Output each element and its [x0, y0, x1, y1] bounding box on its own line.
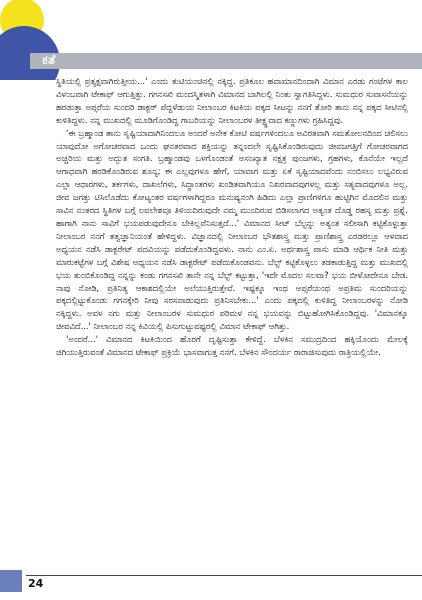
paragraph-1: ಸ್ಥಿತಿಯಲ್ಲಿ ಪ್ರತ್ಯಕ್ಷವಾಗಿರುತ್ತೀಯ...' ಎಂದು ತುಟಿಯಂಚಿನಲ್ಲಿ ನಕ್ಕಿದ್ದ. ಪ್ರತಿಕೂಲ ಹವಾಮಾನದಿಂದಾಗಿ ವಿಮಾನ ಎರಡು ಗಂಟೆಗಳ ಕಾಲ ವಿಳಂಬವಾಗಿ ಟೇಕಾಫ್ ಆಗುತ್ತಿತ್ತು. ಗಗನಸಖಿ ಮಂದಸ್ಮಿತಳಾಗಿ ವಿಮಾನದ ಬಾಗಿಲಲ್ಲಿ ನಿಂತು ಸ್ವಾಗತಿಸಿದ್ದಳು. ಸುಮಧುರ ಸುವಾಸನೆಯನ್ನು ಹರಡುತ್ತಾ ಅಪ್ಸರೆಯ ಸುಂದರಿ ಡಾಕ್ಟರ್ ಪೆದ್ದಳೆಡುಯ ನೀಲಾಂಬರ ಕಿಟಕಿಯ ಪಕ್ಕದ ಸೀಟನ್ನು ನನಗೆ ತೋರಿ ತಾನು ನನ್ನ ಪಕ್ಕದ ಸೀಟಿನಲ್ಲಿ ಕುಳಿತಿದ್ದಳು. ನನ್ನ ಮುಖದಲ್ಲಿ ಮೂಡಿಗೊಂಡಿದ್ದ ಗಾಬರಿಯನ್ನು ನೀಲಾಂಬರಳ ತೀಕ್ಷ್ಣವಾದ ಕಣ್ಣುಗಳು ಗ್ರಹಿಸಿದ್ದವು. [56, 76, 408, 125]
article-body [56, 75, 408, 359]
page-number: 24 [28, 577, 44, 590]
header-bar [30, 53, 422, 69]
footer-bar [0, 570, 422, 592]
paragraph-2: 'ಈ ಬ್ರಹ್ಮಾಂಡ ತಾನು ಸೃಷ್ಟಿಯಾದಾಗಿನಿಂದಲೂ ಅಂದರೆ ಅನೇಕ ಕೋಟಿ ವರ್ಷಗಳಿಂದಲೂ ಅವಿರತವಾಗಿ ಸಮತೋಲನದಿಂದ ಚಲಿಸಲು ಯಾವುದೋ ಅಗೋಚರವಾದ ಒಂದು ಘನತರವಾದ ಶಕ್ತಿಯನ್ನು ತನ್ನಂದಲೇ ಸೃಷ್ಟಿಸಿಕೊಂಡಿರುವುದು ಜೀವಜಗತ್ತಿಗೆ ಗೋಚರವಾಗದ ಅಚ್ಚರಿಯ ಮತ್ತು ಅದ್ಭುತ ಸಂಗತಿ. ಬ್ರಹ್ಮಾಂಡವು ಒಳಗೊಂಡಂತೆ ಅಸಂಖ್ಯಾತ ನಕ್ಷತ್ರ ಪುಂಜಗಳು, ಗ್ರಹಗಳು, ಕೊನೆಯೇ ಇಲ್ಲದೆ ಆಗಾಧವಾಗಿ ಹರಡಿಕೊಂಡಿರುವ ಶೂನ್ಯ; ಈ ಎಲ್ಲವುಗಳೂ ಹೇಗೆ, ಯಾವಾಗ ಮತ್ತು ಏಕೆ ಸೃಷ್ಟಿಯಾದವೆಂದು ನಂಬಿಸಲು ಲಭ್ಯವಿರುವ ಎಲ್ಲಾ ಆಧಾರಗಳು, ತರ್ಕಗಳು, ದಾಖಲೆಗಳು, ಸಿದ್ಧಾಂತಗಳು ಖಂಡಿತವಾಗಿಯೂ ನಿಖರವಾದವುಗಳಲ್ಲ ಮತ್ತು ಸತ್ಯವಾದವುಗಳೂ ಅಲ್ಲ. ಜೀವ ಜಗತ್ತು ಟಿಸಿಲೊಡೆದು ಕೋಟ್ಯಂತರ ವರ್ಷಗಳಾಗಿದ್ದರೂ ಮನುಷ್ಯನಂಗಿ ಹಿಡಿದು ಎಲ್ಲಾ ಪ್ರಾಣಿಗಳಿಗೂ ಹುಟ್ಟಿಗಿನ ಮೊದಲಿನ ಮತ್ತು ಸಾವಿನ ನಂತರದ ಸ್ಥಿತಿಗಳ ಬಗ್ಗೆ ಲವಲೇಶವೂ ತಿಳಿಯದಿರುವುದೇ ನಮ್ಮ ಮುಂದಿರುವ ಬಿಡಿಸಲಾಗದ ಅತ್ಯಂತ ದೊಡ್ಡ ರಹಸ್ಯ ಮತ್ತು ಪ್ರಶ್ನೆ. ಹಾಗಾಗಿ ನಾನು ಸಾವಿಗೆ ಭಯಪಡುವುದೇನೂ ಬೇಕಿಲ್ಲವೆನಿಸುತ್ತದೆ...' ವಿಮಾನದ ಸೀಟ್ ಬೆಲ್ಟನ್ನು ಅತ್ಯಂತ ಸಲೀಸಾಗಿ ಕಟ್ಟಿಕೊಳ್ಳುತ್ತಾ ನೀಲಾಂಬರ ನನಗೆ ತತ್ವಜ್ಞಾನಿಯಂತೆ ಹೇಳಿದ್ದಳು. ವಿಜ್ಞಾನದಲ್ಲಿ ನೀಲಾಂಬರ ಭೌತಶಾಸ್ತ್ರ ಮತ್ತು ಪ್ರಾಣಿಶಾಸ್ತ್ರ ಎರಡರಲ್ಲೂ ಆಳವಾದ ಅಧ್ಯಯನ ನಡೆಸಿ ಡಾಕ್ಟರೇಟ್ ಪದವಿಯನ್ನು ಪಡೆದುಕೊಂಡಿದ್ದವಳು. ನಾನು ಎಂ.ಏ. ಅರ್ಥಶಾಸ್ತ್ರ ಪಾಸು ಮಾಡಿ ಆರ್ಥಿಕ ನೀತಿ ಮತ್ತು ಮಾರುಕಟ್ಟೆಗಳ ಬಗ್ಗೆ ವಿಶೇಷ ಅಧ್ಯಯನ ನಡೆಸಿ ಡಾಕ್ಟರೇಟ್ ಪಡೆದುಕೊಂಡವನು. ಬೆಲ್ಟ್ ಕಟ್ಟಿಕೊಳ್ಳಲು ತಡಕಾಡುತ್ತಿದ್ದ ಮತ್ತು ಮುಖದಲ್ಲಿ ಭಯ ತುಂಬಿಕೊಂಡಿದ್ದ ನನ್ನನ್ನು ಕಂಡು ಗಗನಸಖಿ ತಾನೇ ನನ್ನ ಬೆಲ್ಟ್ ಕಟ್ಟುತ್ತಾ, 'ಇದೇ ಮೊದಲ ಸಲವಾ? ಭಯ ಬೀಳೋದೇನೂ ಬೇಡ. ನಾವು ನೋಡಿ, ಪ್ರತಿನಿತ್ಯ ಆಕಾಶದಲ್ಲಿಯೇ ಅಲೆಯುತ್ತಿರುತ್ತೇವೆ. ಇಷ್ಟಕ್ಕೂ ಇಂಥ ಅಪ್ಸರೆಯಂಥ ಅಪ್ರತಿಮ ಸುಂದರಿಯನ್ನು ಪಕ್ಕದಲ್ಲಿಟ್ಟುಕೊಂಡು ಗಗನಕ್ಕೇರಿ ನೀವು ಸರಸವಾಡುವುದು ಪ್ರತಿನಿಸಬೇಕು...' ಎಂದು ಪಕ್ಕದಲ್ಲಿ ಕುಳಿತಿದ್ದ ನೀಲಾಂಬರಳನ್ನು ನೋಡಿ ನಕ್ಕಿದ್ದಳು. ಅವಳ ನಗು ಮತ್ತು ನೀಲಾಂಬರಳ ಸುಮಧುರ ಪರಿಮಳ ನನ್ನ ಭಯವನ್ನು ಬಿಟ್ಟುಹೋಗಿಸಿಕೊಂಡಿದ್ದವು. 'ವಿಮಾನಕ್ಕೂ ಜೀವವಿದೆ...' ನೀಲಾಂಬರ ನನ್ನ ಕಿವಿಯಲ್ಲಿ ಪಿಸುಗುಟ್ಟುವಷ್ಟರಲ್ಲಿ ವಿಮಾನ ಟೇಕಾಫ್ ಆಗಿತ್ತು. [56, 127, 408, 332]
section-title: ಕತೆ [42, 53, 56, 68]
paragraph-3: 'ಅಂದರೆ...' ವಿಮಾನದ ಕಿಟಕಿಯಿಂದ ಹೊರಗೆ ದೃಷ್ಟಿಸುತ್ತಾ ಕೇಳಿದ್ದೆ. ಬೆಳಕಿನ ಸಮುದ್ರದಿಂದ ಹಕ್ಕಿಯೊಂದು ಮೇಲಕ್ಕೆ ಜಿಗಿಯುತ್ತಿರುವಂತೆ ವಿಮಾನದ ಟೇಕಾಫ್ ಪ್ರಕ್ರಿಯೆ ಭಾಸವಾಗುತ್ತ ನನಗೆ. ಬೆಳಕಿನ ಸೌಂದರ್ಯ ರಾರಾಜಿಸುವುದು ರಾತ್ರಿಯಲ್ಲಿಯೇ. [56, 334, 408, 358]
footer-divider [26, 575, 422, 576]
footer-color-block [0, 570, 22, 592]
